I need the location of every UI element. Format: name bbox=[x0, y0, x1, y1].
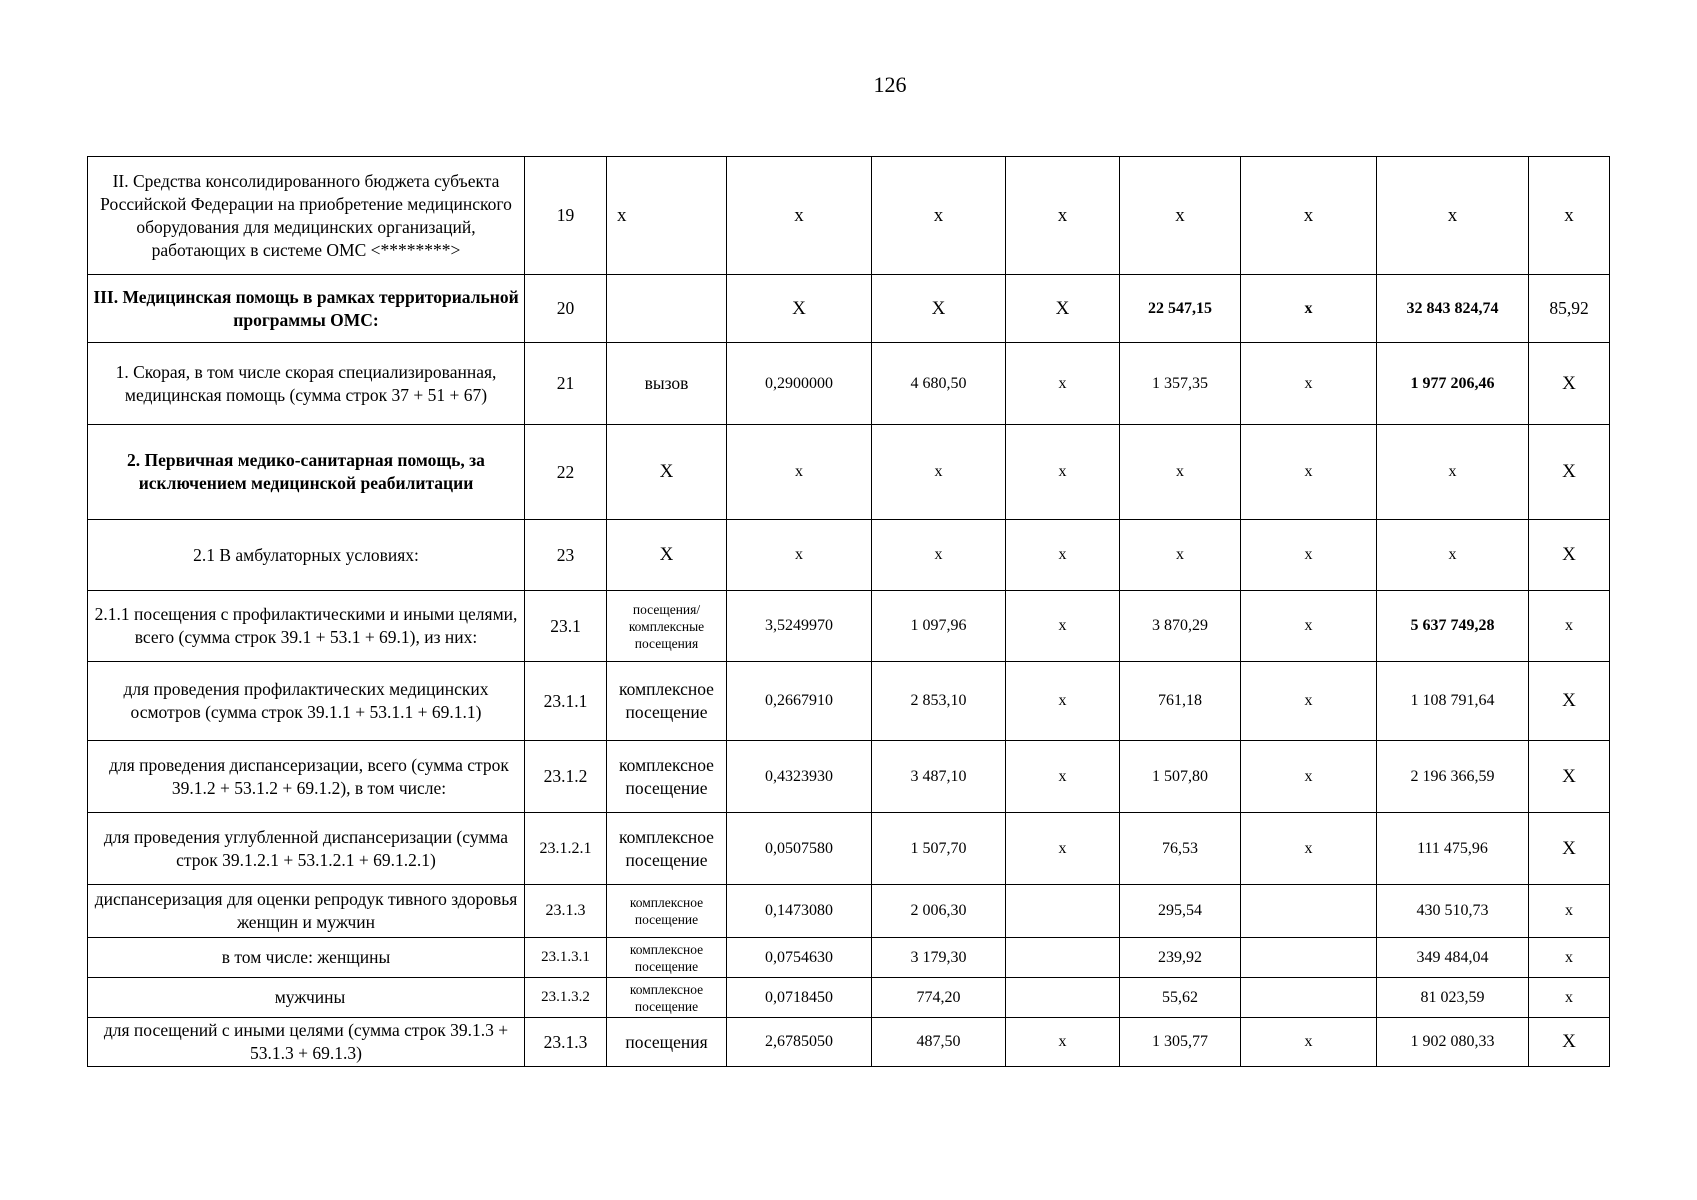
row-value-3: x bbox=[1006, 157, 1120, 275]
row-value-7: X bbox=[1529, 813, 1610, 885]
row-name: 2. Первичная медико-санитарная помощь, за исключением медицинской реабилитации bbox=[88, 425, 525, 520]
table-row bbox=[88, 741, 1610, 813]
row-code: 22 bbox=[525, 425, 607, 520]
table-row bbox=[88, 343, 1610, 425]
row-value-7: x bbox=[1529, 885, 1610, 938]
row-name: для проведения профилактических медицинских осмотров (сумма строк 39.1.1 + 53.1.1 + 69.1.1) bbox=[88, 662, 525, 741]
row-value-5: x bbox=[1241, 275, 1377, 343]
row-code: 23.1.1 bbox=[525, 662, 607, 741]
row-code: 23.1.3.2 bbox=[525, 978, 607, 1018]
row-value-3: x bbox=[1006, 1018, 1120, 1067]
row-value-6: 32 843 824,74 bbox=[1377, 275, 1529, 343]
row-value-4: x bbox=[1120, 425, 1241, 520]
row-unit: x bbox=[607, 157, 727, 275]
row-value-4: 22 547,15 bbox=[1120, 275, 1241, 343]
row-value-1: 0,0507580 bbox=[727, 813, 872, 885]
row-unit: комплексное посещение bbox=[607, 938, 727, 978]
row-code: 23.1.3 bbox=[525, 885, 607, 938]
row-value-7: 85,92 bbox=[1529, 275, 1610, 343]
row-value-7: X bbox=[1529, 425, 1610, 520]
row-value-7: X bbox=[1529, 343, 1610, 425]
row-code: 23 bbox=[525, 520, 607, 591]
row-value-7: X bbox=[1529, 520, 1610, 591]
row-value-6: 1 902 080,33 bbox=[1377, 1018, 1529, 1067]
row-value-5: x bbox=[1241, 1018, 1377, 1067]
row-name: для проведения диспансеризации, всего (сумма строк 39.1.2 + 53.1.2 + 69.1.2), в том числе: bbox=[88, 741, 525, 813]
row-value-5: x bbox=[1241, 662, 1377, 741]
row-unit: посещения/комплексные посещения bbox=[607, 591, 727, 662]
row-value-5: x bbox=[1241, 157, 1377, 275]
row-value-5: x bbox=[1241, 425, 1377, 520]
row-unit: комплексное посещение bbox=[607, 813, 727, 885]
row-value-3 bbox=[1006, 978, 1120, 1018]
row-value-1: 0,4323930 bbox=[727, 741, 872, 813]
row-value-5: x bbox=[1241, 591, 1377, 662]
row-value-4: 761,18 bbox=[1120, 662, 1241, 741]
row-value-5 bbox=[1241, 978, 1377, 1018]
row-value-7: X bbox=[1529, 662, 1610, 741]
row-unit: комплексное посещение bbox=[607, 741, 727, 813]
row-value-1: 0,2667910 bbox=[727, 662, 872, 741]
row-value-1: x bbox=[727, 425, 872, 520]
row-value-2: x bbox=[872, 157, 1006, 275]
row-name: в том числе: женщины bbox=[88, 938, 525, 978]
row-value-1: 3,5249970 bbox=[727, 591, 872, 662]
row-value-4: 55,62 bbox=[1120, 978, 1241, 1018]
row-value-5: x bbox=[1241, 813, 1377, 885]
row-value-1: 0,2900000 bbox=[727, 343, 872, 425]
row-value-3: x bbox=[1006, 425, 1120, 520]
table-row bbox=[88, 157, 1610, 275]
table-row bbox=[88, 275, 1610, 343]
row-name: III. Медицинская помощь в рамках территориальной программы ОМС: bbox=[88, 275, 525, 343]
table-row bbox=[88, 520, 1610, 591]
row-value-3 bbox=[1006, 885, 1120, 938]
row-value-6: x bbox=[1377, 157, 1529, 275]
row-value-3: x bbox=[1006, 343, 1120, 425]
row-value-2: 2 006,30 bbox=[872, 885, 1006, 938]
row-name: 2.1.1 посещения с профилактическими и иными целями, всего (сумма строк 39.1 + 53.1 + 69.1), из них: bbox=[88, 591, 525, 662]
row-value-6: 111 475,96 bbox=[1377, 813, 1529, 885]
row-value-7: x bbox=[1529, 591, 1610, 662]
data-table bbox=[87, 156, 1610, 1067]
row-value-1: X bbox=[727, 275, 872, 343]
row-value-3 bbox=[1006, 938, 1120, 978]
row-name: 1. Скорая, в том числе скорая специализированная, медицинская помощь (сумма строк 37 + 51 + 67) bbox=[88, 343, 525, 425]
row-value-3: x bbox=[1006, 520, 1120, 591]
row-value-6: 349 484,04 bbox=[1377, 938, 1529, 978]
row-value-5: x bbox=[1241, 741, 1377, 813]
row-value-6: 1 108 791,64 bbox=[1377, 662, 1529, 741]
table-row bbox=[88, 591, 1610, 662]
row-value-5: x bbox=[1241, 520, 1377, 591]
row-name: 2.1 В амбулаторных условиях: bbox=[88, 520, 525, 591]
row-value-4: 239,92 bbox=[1120, 938, 1241, 978]
row-unit: комплексное посещение bbox=[607, 885, 727, 938]
row-value-2: 4 680,50 bbox=[872, 343, 1006, 425]
table-row bbox=[88, 813, 1610, 885]
row-value-4: x bbox=[1120, 157, 1241, 275]
page-number: 126 bbox=[873, 72, 907, 97]
row-value-4: 1 305,77 bbox=[1120, 1018, 1241, 1067]
row-name: мужчины bbox=[88, 978, 525, 1018]
row-value-4: x bbox=[1120, 520, 1241, 591]
row-code: 20 bbox=[525, 275, 607, 343]
table-row bbox=[88, 425, 1610, 520]
row-unit: комплексное посещение bbox=[607, 978, 727, 1018]
row-code: 21 bbox=[525, 343, 607, 425]
row-value-5 bbox=[1241, 938, 1377, 978]
row-value-3: x bbox=[1006, 813, 1120, 885]
row-value-3: x bbox=[1006, 591, 1120, 662]
row-value-2: x bbox=[872, 425, 1006, 520]
row-unit: посещения bbox=[607, 1018, 727, 1067]
row-unit: X bbox=[607, 425, 727, 520]
row-value-2: X bbox=[872, 275, 1006, 343]
row-value-1: 2,6785050 bbox=[727, 1018, 872, 1067]
row-value-7: x bbox=[1529, 157, 1610, 275]
row-value-6: 81 023,59 bbox=[1377, 978, 1529, 1018]
row-unit: вызов bbox=[607, 343, 727, 425]
row-name: для посещений с иными целями (сумма строк 39.1.3 + 53.1.3 + 69.1.3) bbox=[88, 1018, 525, 1067]
row-value-4: 1 507,80 bbox=[1120, 741, 1241, 813]
row-value-1: x bbox=[727, 157, 872, 275]
row-code: 19 bbox=[525, 157, 607, 275]
row-code: 23.1.2 bbox=[525, 741, 607, 813]
row-value-4: 3 870,29 bbox=[1120, 591, 1241, 662]
row-value-2: 2 853,10 bbox=[872, 662, 1006, 741]
row-value-7: x bbox=[1529, 938, 1610, 978]
row-value-4: 295,54 bbox=[1120, 885, 1241, 938]
row-value-3: X bbox=[1006, 275, 1120, 343]
row-value-2: 3 179,30 bbox=[872, 938, 1006, 978]
row-code: 23.1.2.1 bbox=[525, 813, 607, 885]
row-value-7: X bbox=[1529, 741, 1610, 813]
row-unit: комплексное посещение bbox=[607, 662, 727, 741]
row-value-5 bbox=[1241, 885, 1377, 938]
row-value-2: 1 507,70 bbox=[872, 813, 1006, 885]
table-row bbox=[88, 885, 1610, 938]
row-value-6: x bbox=[1377, 520, 1529, 591]
row-name: II. Средства консолидированного бюджета субъекта Российской Федерации на приобретение медицинского оборудования для медицинских организаций, работающих в системе ОМС <********> bbox=[88, 157, 525, 275]
table-row bbox=[88, 662, 1610, 741]
row-value-1: 0,1473080 bbox=[727, 885, 872, 938]
row-value-5: x bbox=[1241, 343, 1377, 425]
row-value-2: 3 487,10 bbox=[872, 741, 1006, 813]
row-value-3: x bbox=[1006, 662, 1120, 741]
row-code: 23.1.3.1 bbox=[525, 938, 607, 978]
row-value-6: x bbox=[1377, 425, 1529, 520]
row-value-6: 2 196 366,59 bbox=[1377, 741, 1529, 813]
row-code: 23.1.3 bbox=[525, 1018, 607, 1067]
row-value-2: x bbox=[872, 520, 1006, 591]
row-value-2: 774,20 bbox=[872, 978, 1006, 1018]
row-value-3: x bbox=[1006, 741, 1120, 813]
row-name: для проведения углубленной диспансеризации (сумма строк 39.1.2.1 + 53.1.2.1 + 69.1.2.1) bbox=[88, 813, 525, 885]
table-row bbox=[88, 1018, 1610, 1067]
row-value-6: 430 510,73 bbox=[1377, 885, 1529, 938]
row-value-1: 0,0718450 bbox=[727, 978, 872, 1018]
table-row bbox=[88, 938, 1610, 978]
row-value-7: x bbox=[1529, 978, 1610, 1018]
table-row bbox=[88, 978, 1610, 1018]
row-value-6: 5 637 749,28 bbox=[1377, 591, 1529, 662]
row-name: диспансеризация для оценки репродук тивного здоровья женщин и мужчин bbox=[88, 885, 525, 938]
row-value-4: 1 357,35 bbox=[1120, 343, 1241, 425]
row-value-6: 1 977 206,46 bbox=[1377, 343, 1529, 425]
row-value-1: x bbox=[727, 520, 872, 591]
row-unit: X bbox=[607, 520, 727, 591]
row-value-2: 487,50 bbox=[872, 1018, 1006, 1067]
row-value-4: 76,53 bbox=[1120, 813, 1241, 885]
row-value-1: 0,0754630 bbox=[727, 938, 872, 978]
row-code: 23.1 bbox=[525, 591, 607, 662]
row-value-2: 1 097,96 bbox=[872, 591, 1006, 662]
row-value-7: X bbox=[1529, 1018, 1610, 1067]
row-unit bbox=[607, 275, 727, 343]
